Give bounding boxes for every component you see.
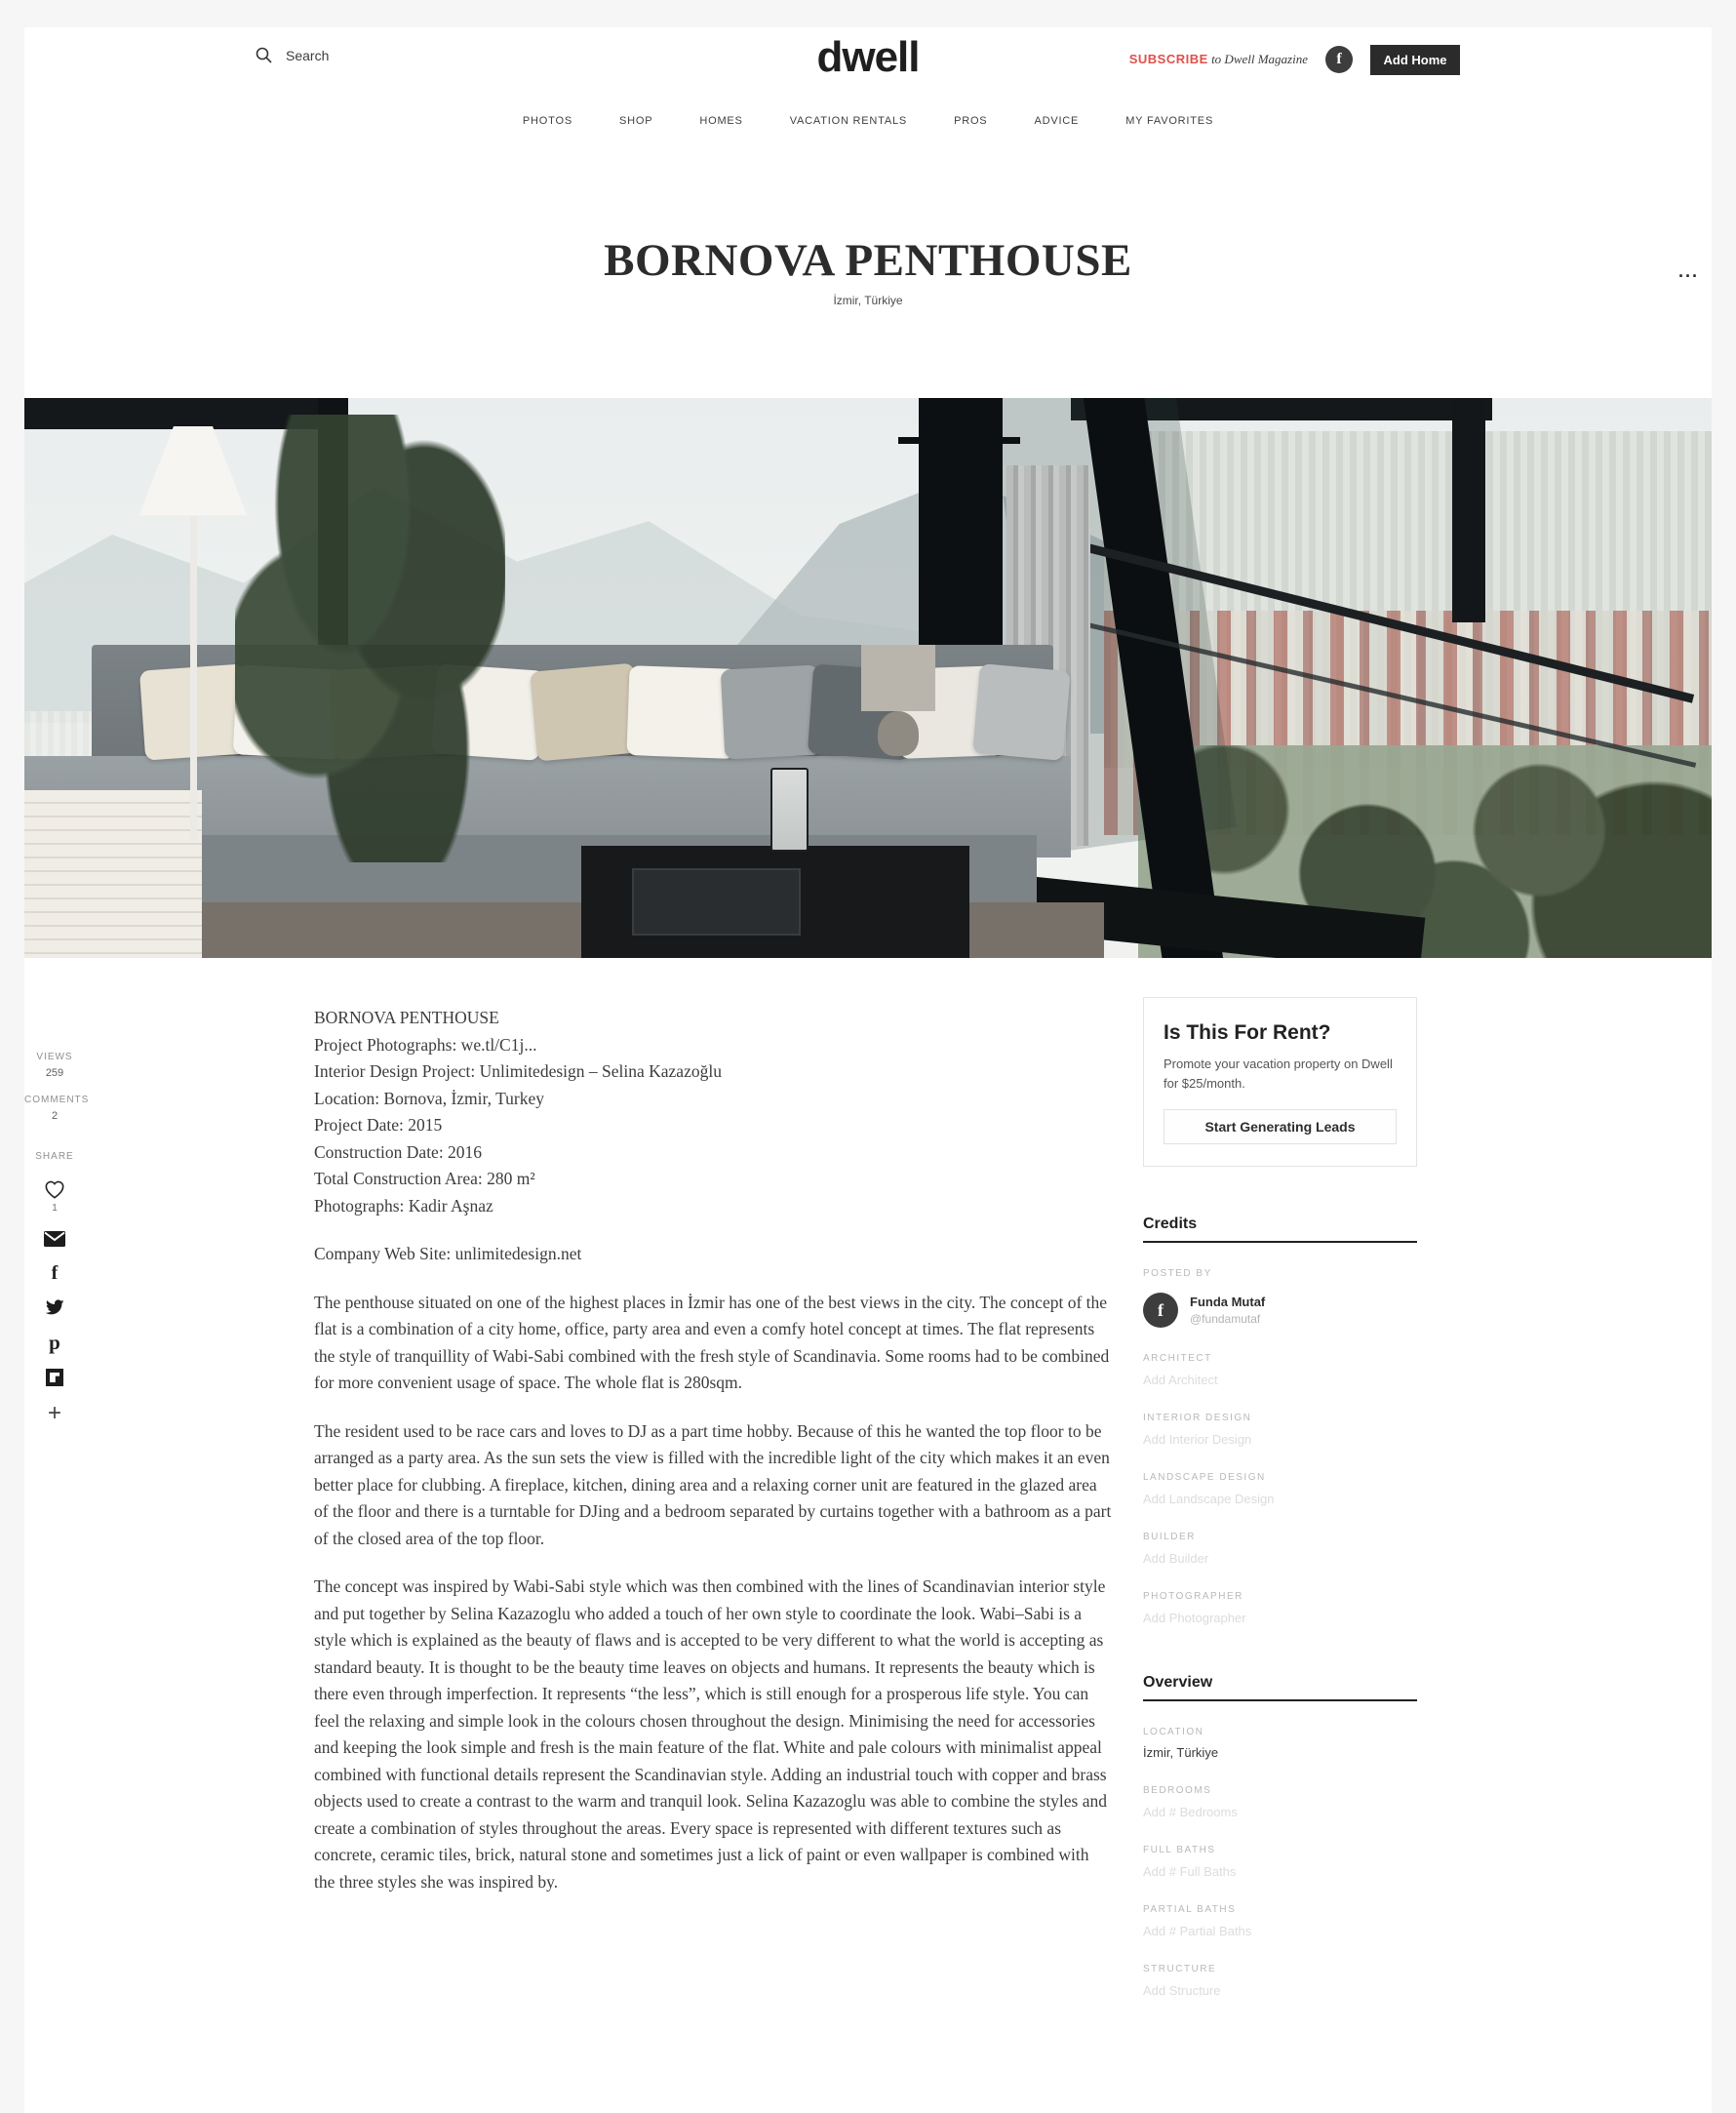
hero-glass-lantern	[770, 768, 809, 852]
project-details	[314, 1005, 1112, 1219]
rent-promo-body: Promote your vacation property on Dwell for $25/month.	[1164, 1056, 1393, 1092]
flipboard-share-icon[interactable]	[24, 1369, 85, 1386]
hero-pillow	[972, 663, 1071, 761]
company-website-line: Company Web Site: unlimitedesign.net	[314, 1244, 582, 1263]
detail-line: BORNOVA PENTHOUSE	[314, 1008, 499, 1027]
page-card	[24, 27, 1712, 2113]
main-nav	[24, 115, 1712, 127]
nav-item-my-favorites[interactable]: MY FAVORITES	[1125, 115, 1214, 127]
share-rail	[24, 1052, 90, 1426]
subscribe-suffix: to Dwell Magazine	[1207, 52, 1308, 66]
share-label: SHARE	[35, 1151, 74, 1162]
email-share-icon[interactable]	[24, 1231, 85, 1247]
detail-line: Project Photographs: we.tl/C1j...	[314, 1034, 537, 1055]
posted-by-name[interactable]: Funda Mutaf	[1190, 1295, 1266, 1310]
nav-item-pros[interactable]: PROS	[954, 115, 988, 127]
hero-pillar-hook	[898, 437, 1020, 444]
views-label: VIEWS	[36, 1052, 73, 1062]
comments-label: COMMENTS	[24, 1095, 90, 1105]
rent-promo-card	[1143, 997, 1417, 1167]
hero-brick-wall	[24, 790, 202, 958]
header-actions	[1129, 44, 1460, 75]
nav-item-advice[interactable]: ADVICE	[1034, 115, 1080, 127]
more-share-icon[interactable]: +	[47, 1400, 61, 1426]
dwell-logo[interactable]: dwell	[816, 33, 920, 81]
sidebar	[1143, 997, 1417, 1998]
hero-plant	[235, 415, 505, 862]
overview-title: Overview	[1143, 1674, 1417, 1701]
overview-field-location: LOCATION İzmir, Türkiye	[1143, 1727, 1417, 1760]
overview-field-structure: STRUCTURE Add Structure	[1143, 1964, 1417, 1998]
credit-field-landscape-design: LANDSCAPE DESIGN Add Landscape Design	[1143, 1472, 1417, 1506]
nav-item-shop[interactable]: SHOP	[618, 115, 653, 127]
page-title: BORNOVA PENTHOUSE	[604, 235, 1132, 286]
twitter-share-icon[interactable]	[24, 1299, 85, 1316]
add-partial-baths-link[interactable]: Add # Partial Baths	[1143, 1924, 1252, 1939]
overview-field-partial-baths: PARTIAL BATHS Add # Partial Baths	[1143, 1904, 1417, 1938]
posted-by-label: POSTED BY	[1143, 1268, 1212, 1280]
add-architect-link[interactable]: Add Architect	[1143, 1373, 1218, 1388]
views-count: 259	[45, 1067, 64, 1079]
overview-section	[1143, 1674, 1417, 1998]
hero-table-lamp-shade	[861, 645, 935, 712]
comments-count: 2	[51, 1110, 59, 1122]
nav-item-vacation-rentals[interactable]: VACATION RENTALS	[789, 115, 908, 127]
overview-field-bedrooms: BEDROOMS Add # Bedrooms	[1143, 1785, 1417, 1819]
posted-by-handle[interactable]: @fundamutaf	[1190, 1312, 1261, 1327]
hero-floor-lamp-pole	[190, 516, 198, 841]
subscribe-word[interactable]: SUBSCRIBE	[1128, 52, 1208, 66]
detail-line: Location: Bornova, İzmir, Turkey	[314, 1088, 545, 1108]
add-home-button[interactable]: Add Home	[1370, 45, 1460, 75]
credit-field-builder: BUILDER Add Builder	[1143, 1532, 1417, 1566]
likes-count: 1	[52, 1203, 58, 1214]
add-full-baths-link[interactable]: Add # Full Baths	[1143, 1864, 1237, 1880]
pinterest-share-icon[interactable]: p	[49, 1331, 60, 1354]
subscribe-link[interactable]	[1129, 52, 1308, 67]
article-paragraph: The penthouse situated on one of the highest places in İzmir has one of the best views in the city. The concept of the flat is a combination of a city home, office, party area and even a comfy hotel concept at times. The flat represents the style of tranquillity of Wabi-Sabi combined with the fresh style of Scandinavia. Some rooms had to be combined for more convenient usage of space. The whole flat is 280sqm.	[314, 1292, 1110, 1392]
add-structure-link[interactable]: Add Structure	[1143, 1983, 1221, 1999]
hero-pillow	[531, 662, 643, 761]
facebook-profile-icon[interactable]: f	[1325, 46, 1353, 73]
hero-image	[24, 398, 1712, 958]
detail-line: Project Date: 2015	[314, 1115, 443, 1135]
posted-by-user-info	[1190, 1295, 1265, 1326]
nav-item-homes[interactable]: HOMES	[699, 115, 743, 127]
article-body	[314, 1005, 1112, 1895]
article-paragraph: The concept was inspired by Wabi-Sabi style which was then combined with the lines of Scandinavian interior style and put together by Selina Kazazoglu who added a touch of her own style to coordinate the look. Wabi–Sabi is a style which is explained as the beauty of flaws and is accepted to be very different to what the world is accepting as standard beauty. It is thought to be the beauty time leaves on objects and humans. It represents the beauty which is there even through imperfection. It represents “the less”, which is still enough for a prosperous life style. You can feel the relaxing and simple look in the colours chosen throughout the design. Minimising the need for accessories and keeping the look simple and fresh is the main feature of the flat. White and pale colours with minimalist appeal combined with functional details represent the Scandinavian style. Adding an industrial touch with copper and brass objects used to create a contrast to the warm and tranquil look. Selina Kazazoglu was able to combine the styles and create a combination of styles throughout the areas. Every space is represented with different textures such as concrete, ceramic tiles, brick, natural stone and sometimes just a lick of paint or even wallpaper is combined with the three styles she was inspired by.	[314, 1576, 1108, 1892]
credit-field-photographer: PHOTOGRAPHER Add Photographer	[1143, 1591, 1417, 1625]
hero-table-lamp-base	[878, 711, 919, 756]
hero-window-mullion-right	[1452, 398, 1486, 622]
detail-line: Interior Design Project: Unlimitedesign – Selina Kazazoğlu	[314, 1061, 722, 1081]
add-landscape-design-link[interactable]: Add Landscape Design	[1143, 1492, 1275, 1507]
article-paragraph: The resident used to be race cars and loves to DJ as a part time hobby. Because of this he wanted the top floor to be arranged as a party area. As the sun sets the view is filled with the incredible light of the city which makes it an even better place for clubbing. A fireplace, kitchen, dining area and a relaxing corner unit are featured in the glazed area of the floor and there is a turntable for DJing and a bedroom separated by curtains together with a bathroom as a part of the closed area of the top floor.	[314, 1420, 1112, 1548]
facebook-share-icon[interactable]: f	[51, 1262, 59, 1284]
hero-coffee-table-inset	[632, 868, 801, 936]
credits-section	[1143, 1216, 1417, 1625]
credits-title: Credits	[1143, 1216, 1417, 1243]
posted-by-user[interactable]	[1143, 1293, 1417, 1328]
overview-field-full-baths: FULL BATHS Add # Full Baths	[1143, 1845, 1417, 1879]
add-photographer-link[interactable]: Add Photographer	[1143, 1611, 1246, 1626]
page-location: İzmir, Türkiye	[833, 294, 903, 307]
detail-line: Total Construction Area: 280 m²	[314, 1169, 535, 1188]
avatar[interactable]: f	[1143, 1293, 1178, 1328]
add-builder-link[interactable]: Add Builder	[1143, 1551, 1209, 1567]
more-options-icon[interactable]: ...	[1678, 261, 1700, 281]
credit-field-architect: ARCHITECT Add Architect	[1143, 1353, 1417, 1387]
add-interior-design-link[interactable]: Add Interior Design	[1143, 1432, 1252, 1448]
hero-floor-lamp-shade	[139, 426, 248, 516]
add-bedrooms-link[interactable]: Add # Bedrooms	[1143, 1805, 1238, 1820]
detail-line: Construction Date: 2016	[314, 1141, 483, 1162]
location-value: İzmir, Türkiye	[1143, 1745, 1219, 1761]
detail-line: Photographs: Kadir Aşnaz	[314, 1195, 493, 1216]
rent-promo-title: Is This For Rent?	[1164, 1021, 1331, 1044]
nav-item-photos[interactable]: PHOTOS	[522, 115, 572, 127]
credit-field-interior-design: INTERIOR DESIGN Add Interior Design	[1143, 1413, 1417, 1447]
like-heart-icon[interactable]	[24, 1179, 85, 1199]
start-generating-leads-button[interactable]: Start Generating Leads	[1164, 1109, 1397, 1144]
